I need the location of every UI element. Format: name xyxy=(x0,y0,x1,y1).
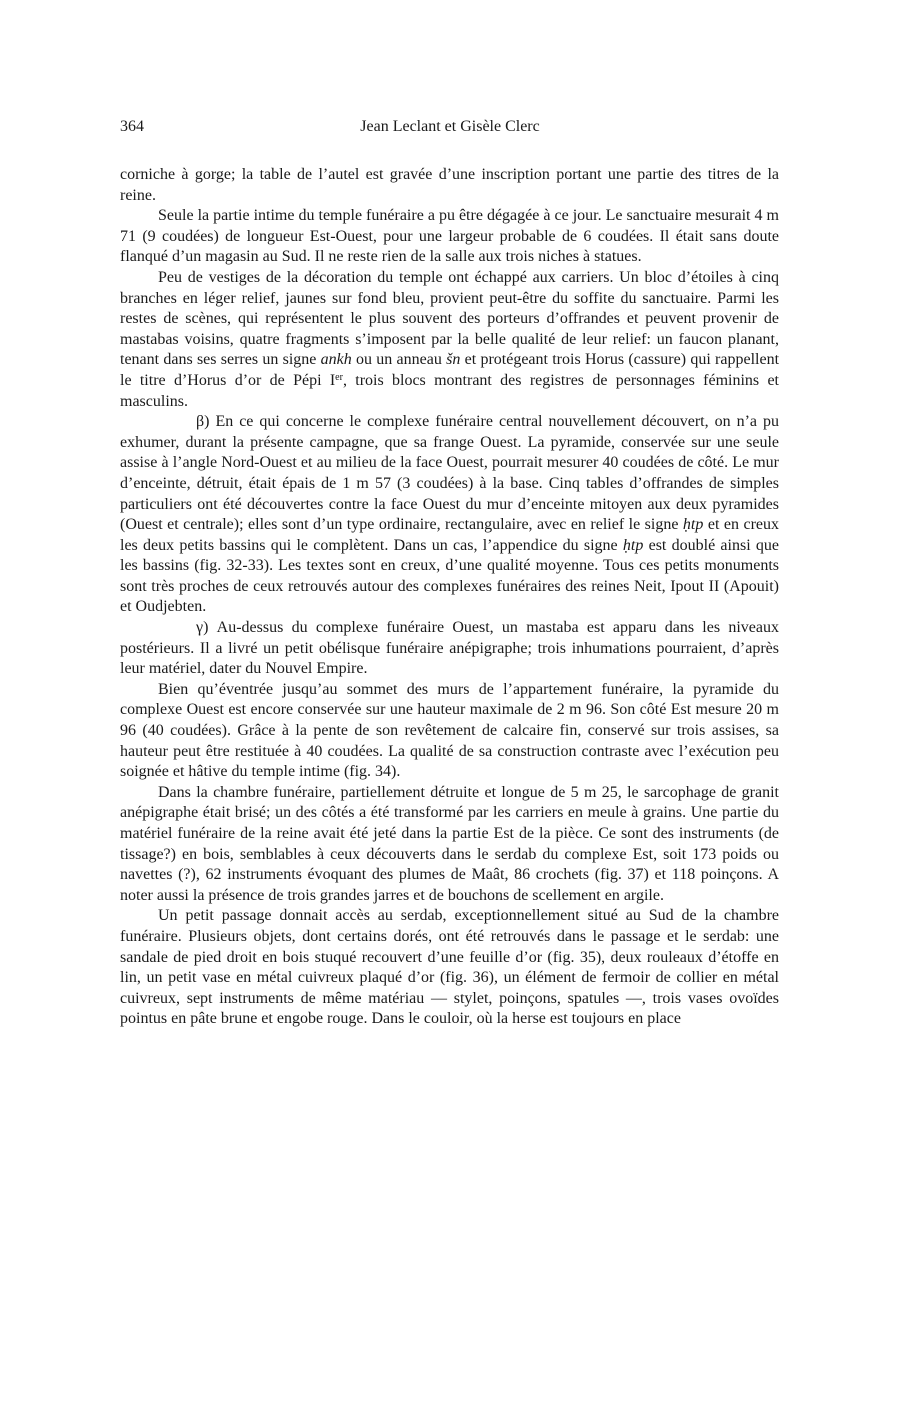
paragraph: Bien qu’éventrée jusqu’au sommet des murs de l’appartement funéraire, la pyramide du complexe Ouest est encore conservée sur une hauteur maximale de 2 m 96. Son côté Est mesure 20 m 96 (40 coudées). Grâce à la pente de son revêtement de calcaire fin, conservé sur trois assises, sa hauteur peut être restituée à 40 coudées. La qualité de sa construction contraste avec l’exécution peu soignée et hâtive du temple intime (fig. 34). xyxy=(120,680,779,781)
transliteration-htp: ḥtp xyxy=(622,536,644,554)
ordinal-superscript: er xyxy=(335,371,343,383)
paragraph: Seule la partie intime du temple funéraire a pu être dégagée à ce jour. Le sanctuaire mesurait 4 m 71 (9 coudées) de longueur Est-Ouest, pour une largeur probable de 6 coudées. Il était sans doute flanqué d’un magasin au Sud. Il ne reste rien de la salle aux trois niches à statues. xyxy=(120,207,779,266)
transliteration-htp: ḥtp xyxy=(682,516,704,534)
page-header xyxy=(120,118,780,140)
paragraph-text: , trois blocs montrant des registres de personnages féminins et masculins. xyxy=(120,371,779,410)
transliteration-sn: šn xyxy=(446,351,461,369)
running-title: Jean Leclant et Gisèle Clerc xyxy=(360,118,540,135)
paragraph-text: ou un anneau xyxy=(351,351,447,369)
paragraph: Dans la chambre funéraire, partiellement détruite et longue de 5 m 25, le sarcophage de granit anépigraphe était brisé; un des côtés a été transformé par les carriers en meule à grains. Une partie du matériel funéraire de la reine avait été jeté dans la partie Est de la pièce. Ce sont des instruments (de tissage?) en bois, semblables à ceux découverts dans le serdab du complexe Est, soit 173 poids ou navettes (?), 62 instruments évoquant des plumes de Maât, 86 crochets (fig. 37) et 118 poinçons. A noter aussi la présence de trois grandes jarres et de bouchons de scellement en argile. xyxy=(120,783,779,904)
paragraph: corniche à gorge; la table de l’autel est gravée d’une inscription portant une partie des titres de la reine. xyxy=(120,166,779,204)
paragraph-text: et protégeant trois Horus (cassure) qui rappellent le titre d’Horus d’or de Pépi I xyxy=(120,351,780,389)
paragraph xyxy=(120,412,779,618)
body-text xyxy=(120,165,779,1030)
paragraph-text: Peu de vestiges de la décoration du temple ont échappé aux carriers. Un bloc d’étoiles à cinq branches en léger relief, jaunes sur fond bleu, provient peut-être du soffite du sanctuaire. Parmi les restes de scènes, qui représentent le plus souvent des porteurs d’offrandes et peuvent provenir de mastabas voisins, quatre fragments s’imposent par la belle qualité de leur relief: un faucon planant, tenant dans ses serres un signe xyxy=(120,268,779,369)
paragraph-text: et en creux les deux petits bassins qui le complètent. Dans un cas, l’appendice du signe xyxy=(120,516,779,554)
page-number: 364 xyxy=(120,118,144,135)
paragraph: γ) Au-dessus du complexe funéraire Ouest, un mastaba est apparu dans les niveaux postérieurs. Il a livré un petit obélisque funéraire anépigraphe; trois inhumations pourraient, d’après leur matériel, dater du Nouvel Empire. xyxy=(120,619,779,678)
paragraph xyxy=(120,268,779,412)
paragraph-text: β) En ce qui concerne le complexe funéraire central nouvellement découvert, on n’a pu exhumer, durant la présente campagne, que sa frange Ouest. La pyramide, conservée sur une seule assise à l’angle Nord-Ouest et au milieu de la face Ouest, pourrait mesurer 40 coudées de côté. Le mur d’enceinte, détruit, était épais de 1 m 57 (3 coudées) à la base. Cinq tables d’offrandes de simples particuliers ont été découvertes contre la face Ouest du mur d’enceinte mitoyen aux deux pyramides (Ouest et centrale); elles sont d’un type ordinaire, rectangulaire, avec en relief le signe xyxy=(120,413,779,534)
paragraph-text: est doublé ainsi que les bassins (fig. 32-33). Les textes sont en creux, d’une qualité moyenne. Tous ces petits monuments sont très proches de ceux retrouvés autour des complexes funéraires des reines Neit, Ipout II (Apouit) et Oudjebten. xyxy=(120,536,780,616)
transliteration-ankh: ankh xyxy=(320,351,352,369)
paragraph: Un petit passage donnait accès au serdab, exceptionnellement situé au Sud de la chambre funéraire. Plusieurs objets, dont certains dorés, ont été retrouvés dans le passage et le serdab: une sandale de pied droit en bois stuqué recouvert d’une feuille d’or (fig. 35), deux rouleaux d’étoffe en lin, un petit vase en métal cuivreux plaqué d’or (fig. 36), un élément de fermoir de collier en métal cuivreux, sept instruments de même matériau — stylet, poinçons, spatules —, trois vases ovoïdes pointus en pâte brune et engobe rouge. Dans le couloir, où la herse est toujours en place xyxy=(120,907,779,1028)
